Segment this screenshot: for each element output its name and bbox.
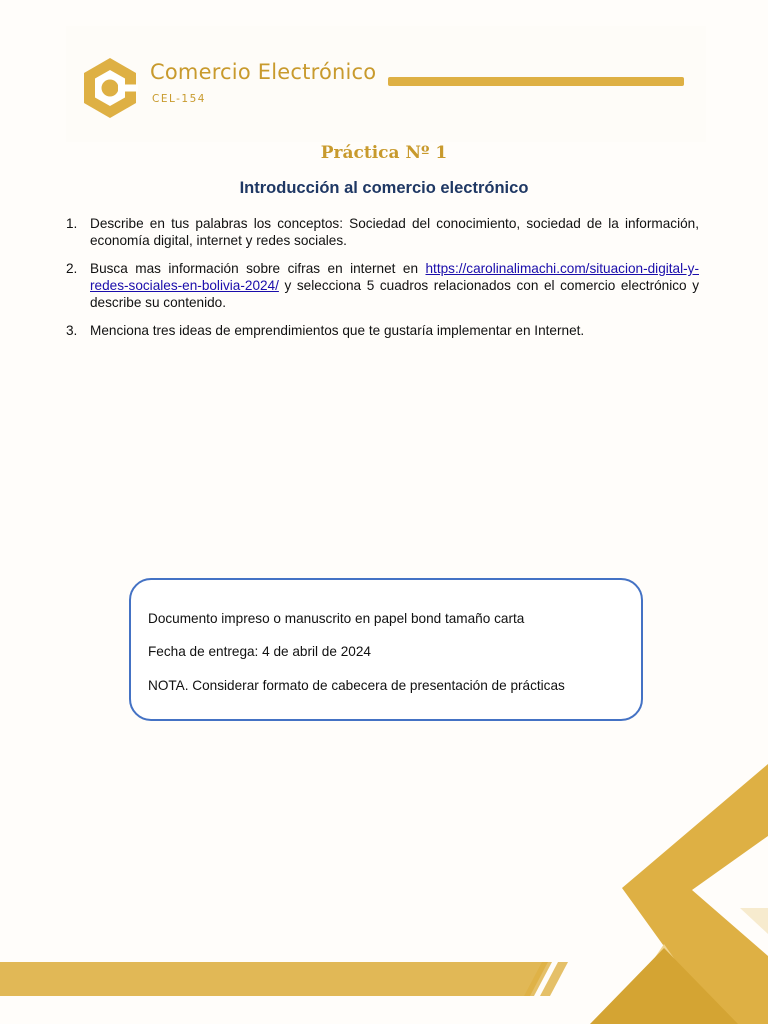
task-number: 3.	[66, 323, 78, 338]
task-number: 2.	[66, 261, 78, 276]
practice-title: Práctica Nº 1	[320, 143, 448, 163]
task-text: Menciona tres ideas de emprendimientos que te gustaría implementar en Internet.	[90, 323, 585, 338]
note-paper-format: Documento impreso o manuscrito en papel bond tamaño carta	[148, 611, 525, 626]
reference-link[interactable]: https://carolinalimachi.com/situacion-digital-y-redes-sociales-en-bolivia-2024/	[90, 261, 699, 293]
practice-subtitle: Introducción al comercio electrónico	[239, 179, 529, 197]
task-text-after: y selecciona 5 cuadros relacionados con el comercio electrónico y describe su contenido.	[90, 278, 699, 310]
note-due-date: Fecha de entrega: 4 de abril de 2024	[148, 644, 371, 659]
course-code: CEL-154	[152, 93, 206, 105]
task-text: Describe en tus palabras los conceptos: Sociedad del conocimiento, sociedad de la información, economía digital, internet y redes sociales.	[90, 216, 699, 248]
task-text-before: Busca mas información sobre cifras en internet en	[90, 261, 426, 276]
task-number: 1.	[66, 216, 78, 231]
note-header-format: NOTA. Considerar formato de cabecera de presentación de prácticas	[148, 678, 565, 693]
course-title: Comercio Electrónico	[150, 60, 377, 84]
